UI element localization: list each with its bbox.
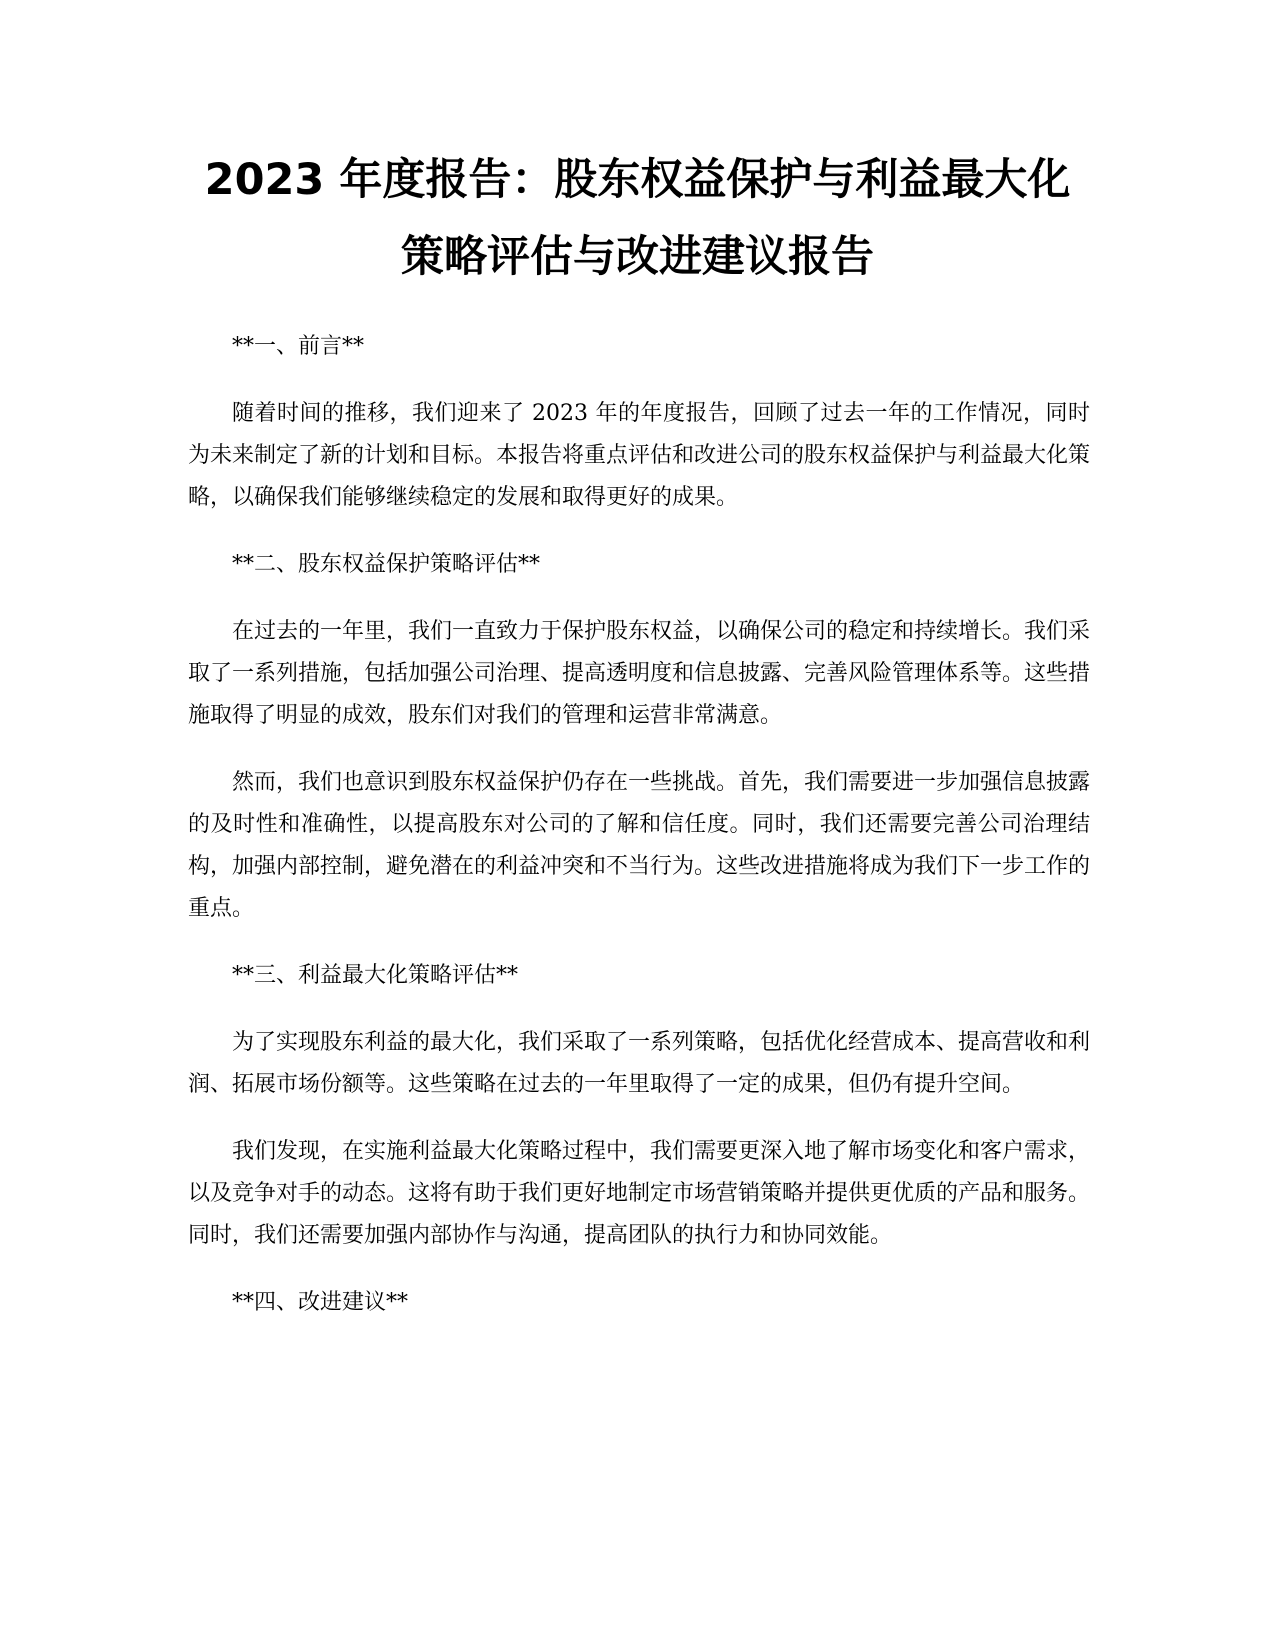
paragraph-profit-maximization-2: 我们发现，在实施利益最大化策略过程中，我们需要更深入地了解市场变化和客户需求，以及竞争对手的动态。这将有助于我们更好地制定市场营销策略并提供更优质的产品和服务。同时，我们还需要加强内部协作与沟通，提高团队的执行力和协同效能。 — [188, 1139, 1091, 1248]
document-title-line-2: 策略评估与改进建议报告 — [401, 232, 874, 282]
paragraph-shareholder-rights-1: 在过去的一年里，我们一直致力于保护股东权益，以确保公司的稳定和持续增长。我们采取了一系列措施，包括加强公司治理、提高透明度和信息披露、完善风险管理体系等。这些措施取得了明显的成效，股东们对我们的管理和运营非常满意。 — [188, 619, 1091, 728]
paragraph-shareholder-rights-2: 然而，我们也意识到股东权益保护仍存在一些挑战。首先，我们需要进一步加强信息披露的及时性和准确性，以提高股东对公司的了解和信任度。同时，我们还需要完善公司治理结构，加强内部控制，避免潜在的利益冲突和不当行为。这些改进措施将成为我们下一步工作的重点。 — [188, 770, 1091, 921]
section-heading-shareholder-rights: **二、股东权益保护策略评估** — [232, 552, 541, 577]
paragraph-preface: 随着时间的推移，我们迎来了 2023 年的年度报告，回顾了过去一年的工作情况，同时为未来制定了新的计划和目标。本报告将重点评估和改进公司的股东权益保护与利益最大化策略，以确保我们能够继续稳定的发展和取得更好的成果。 — [188, 401, 1091, 510]
document-title-line-1: 2023 年度报告：股东权益保护与利益最大化 — [204, 155, 1071, 205]
section-heading-improvements: **四、改进建议** — [232, 1290, 409, 1315]
section-heading-preface: **一、前言** — [232, 334, 365, 359]
section-heading-profit-maximization: **三、利益最大化策略评估** — [232, 963, 519, 988]
document-body — [188, 326, 1090, 1349]
paragraph-profit-maximization-1: 为了实现股东利益的最大化，我们采取了一系列策略，包括优化经营成本、提高营收和利润、拓展市场份额等。这些策略在过去的一年里取得了一定的成果，但仍有提升空间。 — [188, 1030, 1091, 1097]
